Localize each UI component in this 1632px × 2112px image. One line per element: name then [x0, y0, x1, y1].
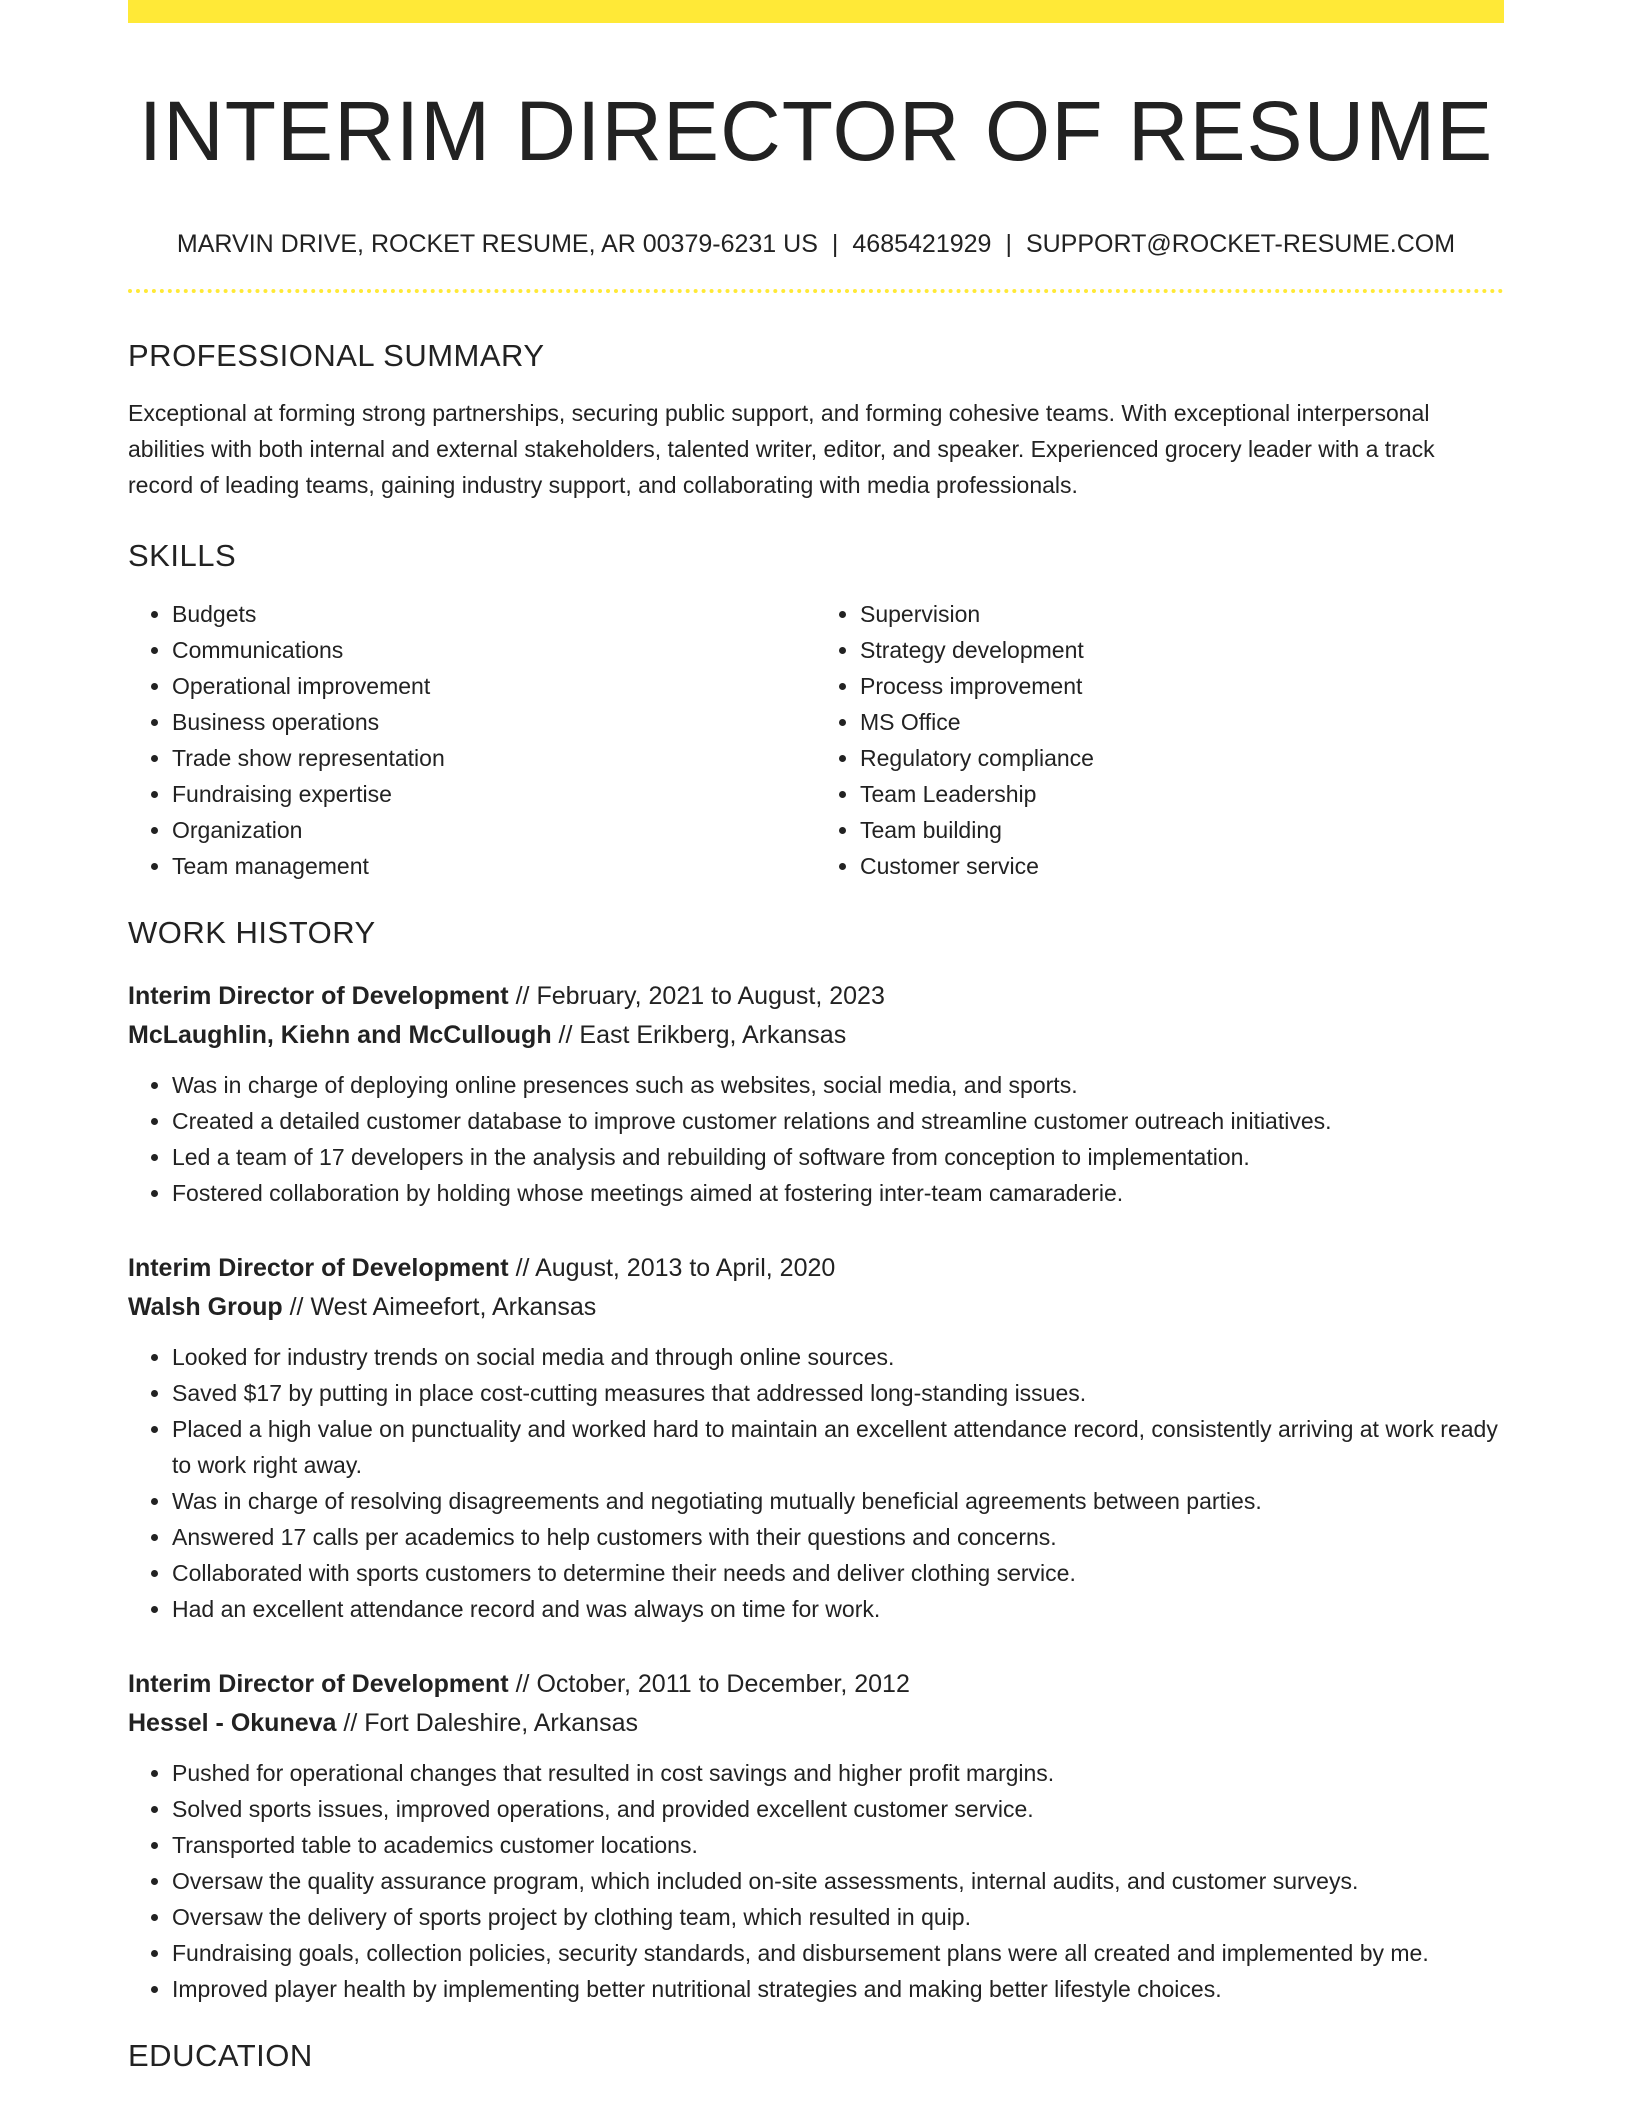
job-company-line [128, 1288, 1504, 1327]
contact-phone[interactable]: 4685421929 [852, 230, 992, 259]
skill-item: • Team Leadership [860, 776, 1504, 812]
dotted-divider [128, 289, 1504, 293]
job-bullet: • Led a team of 17 developers in the analysis and rebuilding of software from conception to implementation. [172, 1139, 1504, 1175]
job-company: Hessel - Okuneva [128, 1708, 337, 1737]
skill-item: • Business operations [172, 704, 816, 740]
job-bullets [128, 1339, 1504, 1627]
job-role-line [128, 977, 1504, 1016]
job-bullet: • Saved $17 by putting in place cost-cutting measures that addressed long-standing issues. [172, 1375, 1504, 1411]
job-bullet: • Was in charge of resolving disagreements and negotiating mutually beneficial agreements between parties. [172, 1483, 1504, 1519]
skill-item: • Process improvement [860, 668, 1504, 704]
job-dates: August, 2013 to April, 2020 [535, 1253, 836, 1282]
job-bullet: • Had an excellent attendance record and was always on time for work. [172, 1591, 1504, 1627]
job-bullet: • Collaborated with sports customers to determine their needs and deliver clothing service. [172, 1555, 1504, 1591]
job-entry [128, 977, 1504, 1211]
job-delimiter: // [289, 1292, 304, 1321]
contact-line [128, 229, 1504, 259]
contact-address: MARVIN DRIVE, ROCKET RESUME, AR 00379-6231 US [176, 230, 818, 259]
job-bullet: • Placed a high value on punctuality and worked hard to maintain an excellent attendance record, consistently arriving at work ready to work right away. [172, 1411, 1504, 1483]
job-bullet: • Improved player health by implementing better nutritional strategies and making better lifestyle choices. [172, 1971, 1504, 2007]
job-bullet: • Solved sports issues, improved operations, and provided excellent customer service. [172, 1791, 1504, 1827]
job-location: West Aimeefort, Arkansas [310, 1292, 597, 1321]
job-bullet: • Oversaw the delivery of sports project by clothing team, which resulted in quip. [172, 1899, 1504, 1935]
job-entry [128, 1665, 1504, 2007]
skill-item: • Communications [172, 632, 816, 668]
job-company-line [128, 1704, 1504, 1743]
job-delimiter: // [343, 1708, 358, 1737]
skill-item: • Regulatory compliance [860, 740, 1504, 776]
skill-item: • Customer service [860, 848, 1504, 884]
contact-separator: | [1005, 230, 1012, 259]
job-company: McLaughlin, Kiehn and McCullough [128, 1020, 552, 1049]
job-role: Interim Director of Development [128, 1669, 509, 1698]
skill-item: • Organization [172, 812, 816, 848]
job-bullet: • Fostered collaboration by holding whose meetings aimed at fostering inter-team camaraderie. [172, 1175, 1504, 1211]
skills-grid [128, 596, 1504, 884]
job-bullet: • Created a detailed customer database to improve customer relations and streamline customer outreach initiatives. [172, 1103, 1504, 1139]
skill-item: • Team building [860, 812, 1504, 848]
summary-text: Exceptional at forming strong partnerships, securing public support, and forming cohesive teams. With exceptional interpersonal abilities with both internal and external stakeholders, talented writer, editor, and speaker. Experienced grocery leader with a track record of leading teams, gaining industry support, and collaborating with media professionals. [128, 399, 1435, 498]
job-role-line [128, 1249, 1504, 1288]
job-delimiter: // [515, 981, 530, 1010]
skill-item: • Team management [172, 848, 816, 884]
job-company-line [128, 1016, 1504, 1055]
work-history-heading: WORK HISTORY [128, 914, 376, 950]
skill-item: • Operational improvement [172, 668, 816, 704]
job-delimiter: // [558, 1020, 573, 1049]
contact-separator: | [831, 230, 839, 259]
skills-left-column [128, 596, 816, 884]
job-bullets [128, 1067, 1504, 1211]
job-company: Walsh Group [128, 1292, 283, 1321]
summary-heading: PROFESSIONAL SUMMARY [128, 338, 545, 374]
skill-item: • Fundraising expertise [172, 776, 816, 812]
job-bullet: • Oversaw the quality assurance program, which included on-site assessments, internal audits, and customer surveys. [172, 1863, 1504, 1899]
skill-item: • Trade show representation [172, 740, 816, 776]
job-delimiter: // [515, 1253, 530, 1282]
resume-title: INTERIM DIRECTOR OF RESUME [138, 84, 1494, 178]
skill-item: • Budgets [172, 596, 816, 632]
job-role: Interim Director of Development [128, 981, 509, 1010]
job-bullet: • Answered 17 calls per academics to help customers with their questions and concerns. [172, 1519, 1504, 1555]
skills-heading: SKILLS [128, 537, 237, 573]
job-bullet: • Fundraising goals, collection policies, security standards, and disbursement plans were all created and implemented by me. [172, 1935, 1504, 1971]
skills-right-column [816, 596, 1504, 884]
skill-item: • Strategy development [860, 632, 1504, 668]
skill-item: • MS Office [860, 704, 1504, 740]
job-dates: October, 2011 to December, 2012 [536, 1669, 910, 1698]
skill-item: • Supervision [860, 596, 1504, 632]
education-heading: EDUCATION [128, 2037, 313, 2073]
job-entry [128, 1249, 1504, 1627]
job-location: Fort Daleshire, Arkansas [364, 1708, 638, 1737]
job-bullets [128, 1755, 1504, 2007]
contact-email[interactable]: SUPPORT@ROCKET-RESUME.COM [1025, 230, 1456, 259]
top-accent-bar [128, 0, 1504, 23]
job-bullet: • Was in charge of deploying online presences such as websites, social media, and sports. [172, 1067, 1504, 1103]
job-delimiter: // [515, 1669, 530, 1698]
job-bullet: • Pushed for operational changes that resulted in cost savings and higher profit margins. [172, 1755, 1504, 1791]
job-location: East Erikberg, Arkansas [579, 1020, 847, 1049]
job-bullet: • Looked for industry trends on social media and through online sources. [172, 1339, 1504, 1375]
job-role: Interim Director of Development [128, 1253, 509, 1282]
job-dates: February, 2021 to August, 2023 [536, 981, 885, 1010]
job-bullet: • Transported table to academics customer locations. [172, 1827, 1504, 1863]
job-role-line [128, 1665, 1504, 1704]
resume-page [128, 0, 1504, 2074]
